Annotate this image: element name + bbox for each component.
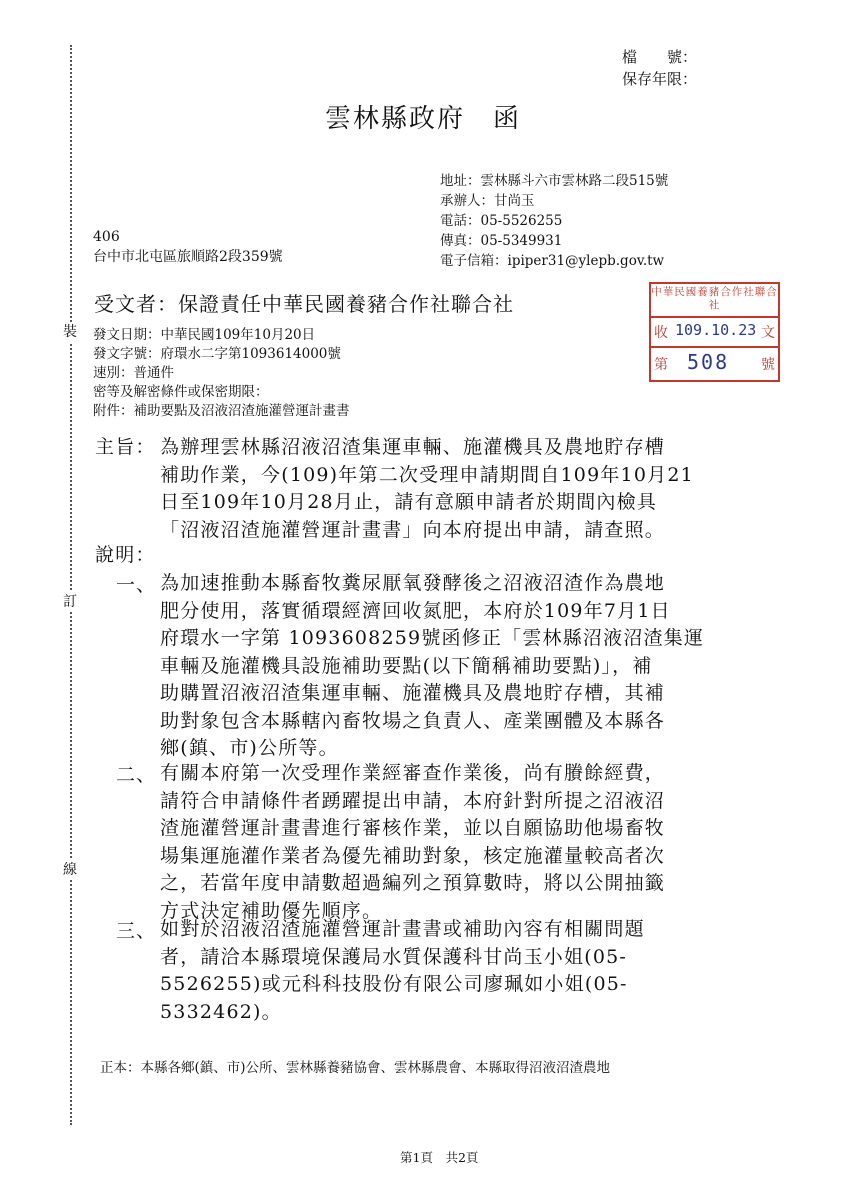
stamp-number-suffix: 號 (761, 357, 775, 373)
postal-code: 406 (93, 229, 120, 245)
recipient-address: 台中市北屯區旅順路2段359號 (93, 249, 283, 265)
secrecy: 密等及解密條件或保密期限： (93, 384, 269, 400)
item-number: 二、 (116, 764, 157, 786)
binding-mark-bottom: 線 (60, 860, 80, 880)
item-line: 有關本府第一次受理作業經審查作業後，尚有賸餘經費， (160, 762, 666, 784)
attachment: 附件：補助要點及沼液沼渣施灌營運計畫書 (93, 403, 350, 419)
stamp-doc-suffix: 文 (761, 325, 775, 341)
stamp-date-row (651, 316, 778, 348)
item-number: 三、 (116, 920, 157, 942)
item-line: 為加速推動本縣畜牧糞尿厭氧發酵後之沼液沼渣作為農地 (160, 572, 666, 594)
subject-line: 為辦理雲林縣沼液沼渣集運車輛、施灌機具及農地貯存槽 (160, 436, 666, 458)
item-line: 之，若當年度申請數超過編列之預算數時，將以公開抽籤 (160, 872, 666, 894)
receiver: 受文者：保證責任中華民國養豬合作社聯合社 (94, 292, 514, 316)
item-line: 請符合申請條件者踴躍提出申請，本府針對所提之沼液沼 (160, 789, 666, 812)
item-line: 助對象包含本縣轄內畜牧場之負責人、產業團體及本縣各 (160, 709, 666, 732)
stamp-number-row (651, 348, 778, 378)
item-line: 場集運施灌作業者為優先補助對象，核定施灌量較高者次 (160, 844, 666, 867)
sender-address: 地址：雲林縣斗六市雲林路二段515號 (440, 173, 669, 189)
stamp-date: 109.10.23 (675, 321, 757, 339)
speed: 速別：普通件 (93, 365, 174, 381)
explanation-label: 說明： (95, 544, 156, 566)
fax: 傳真：05-5349931 (440, 233, 563, 249)
item-line: 府環水一字第 1093608259號函修正「雲林縣沼液沼渣集運 (160, 627, 705, 649)
subject-line: 「沼液沼渣施灌營運計畫書」向本府提出申請，請查照。 (160, 518, 666, 541)
subject-label: 主旨： (95, 436, 156, 458)
stamp-org: 中華民國養豬合作社聯合社 (651, 284, 778, 318)
file-number-label: 檔 號： (622, 48, 698, 66)
subject-line: 補助作業，今(109)年第二次受理申請期間自109年10月21 (160, 463, 694, 486)
item-line: 鄉(鎮、市)公所等。 (160, 737, 339, 759)
stamp-number: 508 (687, 350, 730, 374)
stamp-received-label: 收 (654, 325, 668, 341)
binding-mark-top: 裝 (60, 322, 80, 342)
email: 電子信箱：ipiper31@ylepb.gov.tw (440, 253, 665, 269)
item-line: 者，請洽本縣環境保護局水質保護科甘尚玉小姐(05- (160, 945, 628, 968)
item-line: 助購置沼液沼渣集運車輛、施灌機具及農地貯存槽，其補 (160, 682, 666, 704)
stamp-number-prefix: 第 (654, 357, 668, 373)
item-line: 如對於沼液沼渣施灌營運計畫書或補助內容有相關問題 (160, 918, 645, 940)
item-line: 方式決定補助優先順序。 (160, 899, 383, 922)
doc-number: 發文字號：府環水二字第1093614000號 (93, 346, 341, 362)
subject-line: 日至109年10月28月止，請有意願申請者於期間內檢具 (160, 491, 658, 513)
binding-line (70, 45, 72, 1125)
item-line: 5332462)。 (160, 1000, 282, 1023)
item-line: 5526255)或元科科技股份有限公司廖珮如小姐(05- (160, 973, 628, 995)
received-stamp (649, 282, 780, 382)
issue-date: 發文日期：中華民國109年10月20日 (93, 327, 316, 343)
binding-mark-mid: 訂 (60, 592, 80, 612)
phone: 電話：05-5526255 (440, 213, 563, 229)
officer: 承辦人：甘尚玉 (440, 193, 535, 209)
item-number: 一、 (116, 574, 157, 596)
document-title: 雲林縣政府 函 (325, 104, 522, 134)
item-line: 渣施灌營運計畫書進行審核作業，並以自願協助他場畜牧 (160, 817, 666, 839)
page-number: 第1頁 共2頁 (400, 1150, 479, 1165)
item-line: 車輛及施灌機具設施補助要點(以下簡稱補助要點)」，補 (160, 654, 653, 677)
copy-to: 正本：本縣各鄉(鎮、市)公所、雲林縣養豬協會、雲林縣農會、本縣取得沼液沼渣農地 (100, 1060, 611, 1076)
item-line: 肥分使用，落實循環經濟回收氮肥，本府於109年7月1日 (160, 599, 671, 622)
retention-label: 保存年限： (622, 70, 698, 88)
